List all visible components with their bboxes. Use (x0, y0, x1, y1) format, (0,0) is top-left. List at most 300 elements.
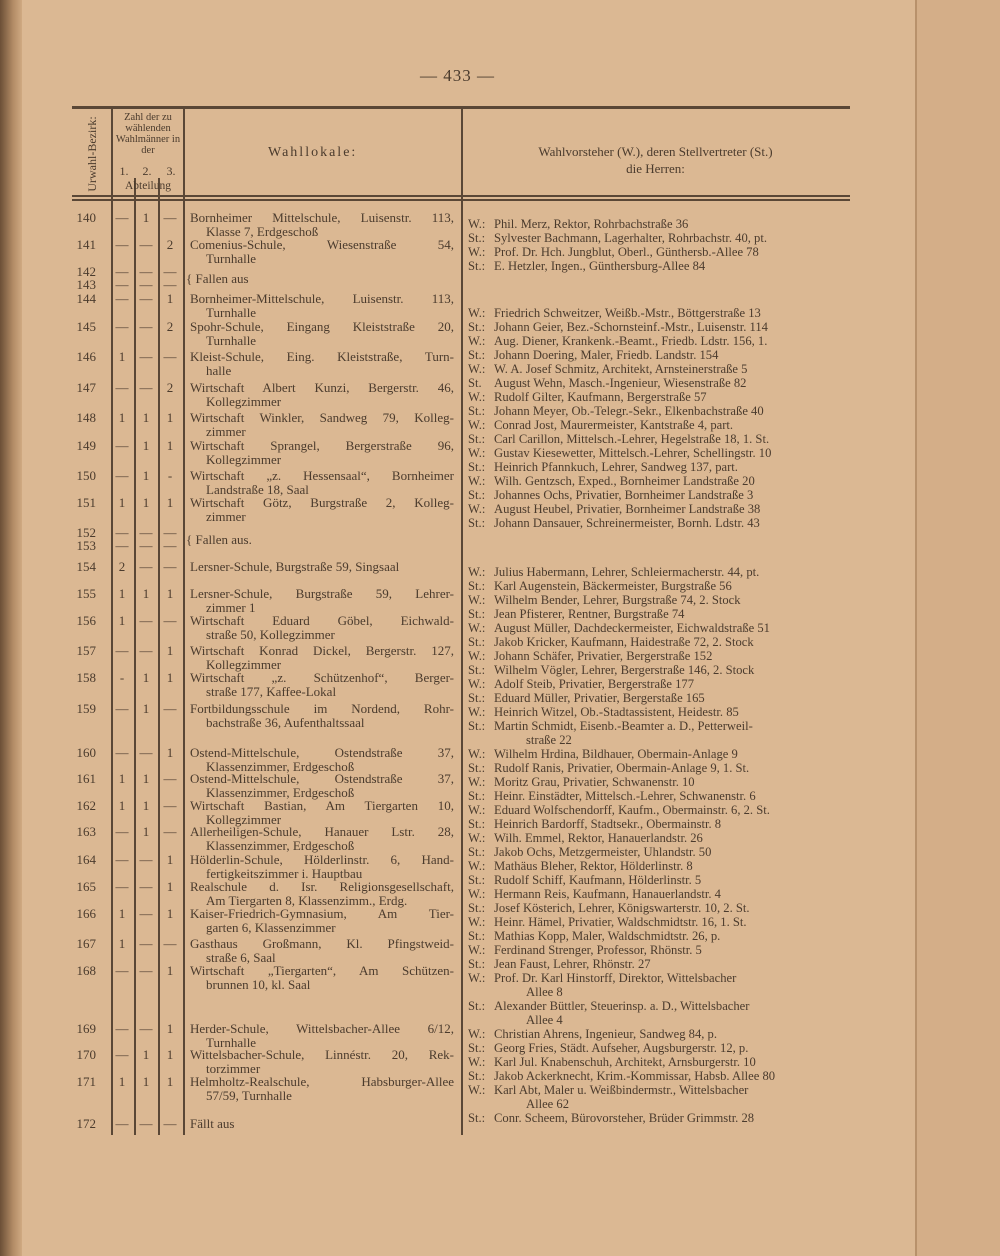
wahlmaenner-count-abt-2: 1 (142, 771, 150, 786)
wahllokal-line: Bornheimer Mittelschule, Luisenstr. 113, (190, 210, 454, 225)
wahlmaenner-count-abt-1: 1 (118, 613, 126, 628)
wahllokal-line: Lersner-Schule, Burgstraße 59, Singsaal (190, 559, 400, 574)
vorsteher-role: St.: (468, 488, 486, 502)
wahllokal (190, 825, 454, 853)
vorsteher-entry (468, 817, 843, 831)
vorsteher-line (468, 705, 843, 719)
vorsteher-role: St.: (468, 999, 486, 1013)
vorsteher-text: Wilh. Gentzsch, Exped., Bornheimer Landstraße 20 (494, 474, 755, 488)
vorsteher-line (468, 635, 843, 649)
vorsteher-role: W.: (468, 565, 486, 579)
wahllokal-line: Turnhalle (206, 1035, 257, 1050)
wahlmaenner-count-abt-3: 1 (166, 291, 174, 306)
vorsteher-role: St.: (468, 957, 486, 971)
vorsteher-entry (468, 376, 843, 390)
wahlmaenner-count-abt-3: 1 (166, 643, 174, 658)
bezirk-number: 161 (76, 771, 96, 786)
wahlmaenner-count-abt-2: 1 (142, 1047, 150, 1062)
vorsteher-role: W.: (468, 1027, 486, 1041)
vorsteher-text: Allee 62 (526, 1097, 570, 1111)
vorsteher-line (468, 390, 843, 404)
vorsteher-entry (468, 929, 843, 943)
vorsteher-role: W.: (468, 915, 486, 929)
wahlmaenner-count-abt-1: — (115, 438, 129, 453)
vorsteher-entry (468, 621, 843, 635)
vorsteher-entry (468, 607, 843, 621)
vorsteher-line (468, 259, 843, 273)
brace-icon: { (186, 271, 196, 286)
wahllokal (190, 238, 454, 266)
wahlmaenner-count-abt-2: 1 (142, 1074, 150, 1089)
vorsteher-line (468, 376, 843, 390)
wahllokal-line: 57/59, Turnhalle (206, 1088, 292, 1103)
vorsteher-role: W.: (468, 887, 486, 901)
vorsteher-line (468, 859, 843, 873)
vorsteher-entry (468, 418, 843, 432)
vorsteher-role: W.: (468, 1055, 486, 1069)
wahlmaenner-count-abt-2: — (139, 538, 153, 553)
wahllokal (190, 211, 454, 239)
wahllokal (190, 644, 454, 672)
vorsteher-text: August Wehn, Masch.-Ingenieur, Wiesenstraße 82 (494, 376, 747, 390)
vorsteher-role: St.: (468, 231, 486, 245)
brace-note (186, 272, 249, 286)
wahllokal-line: Landstraße 18, Saal (206, 482, 309, 497)
vorsteher-role: St.: (468, 348, 486, 362)
wahlmaenner-count-abt-2: 1 (142, 468, 150, 483)
vorsteher-role: W.: (468, 593, 486, 607)
wahllokal-line: Kollegzimmer (206, 657, 282, 672)
vorsteher-entry (468, 579, 843, 593)
wahlmaenner-count-abt-3: 2 (166, 380, 174, 395)
wahllokal-line: garten 6, Klassenzimmer (206, 920, 336, 935)
vorsteher-text: Allee 8 (526, 985, 563, 999)
wahlmaenner-count-abt-2: — (139, 613, 153, 628)
vorsteher-entry (468, 663, 843, 677)
vorsteher-text: Sylvester Bachmann, Lagerhalter, Rohrbachstr. 40, pt. (494, 231, 767, 245)
bezirk-number: 149 (76, 438, 96, 453)
vorsteher-role: St.: (468, 1111, 486, 1125)
wahllokal-line: Turnhalle (206, 305, 257, 320)
wahlmaenner-count-abt-3: — (163, 936, 177, 951)
vorsteher-role: St.: (468, 789, 486, 803)
wahllokal (190, 411, 454, 439)
vorsteher-line (468, 887, 843, 901)
bezirk-number: 153 (76, 538, 96, 553)
wahlmaenner-count-abt-3: 1 (166, 852, 174, 867)
vorsteher-entry (468, 320, 843, 334)
vorsteher-entry (468, 705, 843, 719)
vorsteher-text: Aug. Diener, Krankenk.-Beamt., Friedb. Ldstr. 156, 1. (494, 334, 768, 348)
vorsteher-text: Heinrich Bardorff, Stadtsekr., Obermainstr. 8 (494, 817, 722, 831)
page-number: — 433 — (420, 66, 495, 85)
wahlmaenner-count-abt-1: — (115, 277, 129, 292)
vorsteher-line (468, 733, 843, 747)
bezirk-number: 166 (76, 906, 96, 921)
wahlmaenner-count-abt-2: 1 (142, 824, 150, 839)
vorsteher-line (468, 775, 843, 789)
vorsteher-line (468, 320, 843, 334)
vorsteher-entry (468, 971, 843, 999)
wahllokal-line: Gasthaus Großmann, Kl. Pfingstweid- (190, 936, 454, 951)
wahlmaenner-count-abt-1: — (115, 538, 129, 553)
wahllokal-line: zimmer (206, 509, 246, 524)
vorsteher-text: Heinr. Einstädter, Mittelsch.-Lehrer, Schwanenstr. 6 (494, 789, 756, 803)
vorsteher-line (468, 1027, 843, 1041)
wahllokal-line: Wirtschaft Sprangel, Bergerstraße 96, (190, 438, 454, 453)
wahllokal (190, 1117, 454, 1131)
wahlmaenner-count-abt-2: 1 (142, 210, 150, 225)
vorsteher-text: Ferdinand Strenger, Professor, Rhönstr. 5 (494, 943, 702, 957)
wahlmaenner-count-abt-3: — (163, 210, 177, 225)
vorsteher-entry (468, 775, 843, 789)
vorsteher-role: W.: (468, 217, 486, 231)
vorsteher-role: St.: (468, 320, 486, 334)
vorsteher-role: St.: (468, 761, 486, 775)
wahlmaenner-count-abt-3: 1 (166, 495, 174, 510)
vorsteher-entry (468, 887, 843, 901)
wahlmaenner-count-abt-2: — (139, 906, 153, 921)
header-wahllokale: Wahllokale: (268, 145, 358, 160)
wahlmaenner-count-abt-1: — (115, 1116, 129, 1131)
wahlmaenner-count-abt-1: 1 (118, 410, 126, 425)
wahllokal-line: fertigkeitszimmer i. Hauptbau (206, 866, 363, 881)
wahlmaenner-count-abt-2: — (139, 264, 153, 279)
wahllokal-line: brunnen 10, kl. Saal (206, 977, 311, 992)
wahlmaenner-count-abt-3: — (163, 771, 177, 786)
vorsteher-entry (468, 245, 843, 259)
wahlmaenner-count-abt-3: 1 (166, 1074, 174, 1089)
vorsteher-text: Conr. Scheem, Bürovorsteher, Brüder Grimmstr. 28 (494, 1111, 755, 1125)
wahllokal-line: Wirtschaft Eduard Göbel, Eichwald- (190, 613, 454, 628)
wahllokal-line: Kollegzimmer (206, 452, 282, 467)
wahlmaenner-count-abt-2: — (139, 525, 153, 540)
vorsteher-line (468, 789, 843, 803)
wahlmaenner-count-abt-3: 1 (166, 745, 174, 760)
wahllokal-line: Spohr-Schule, Eingang Kleiststraße 20, (190, 319, 454, 334)
bezirk-number: 162 (76, 798, 96, 813)
vorsteher-line (468, 929, 843, 943)
wahlmaenner-count-abt-1: — (115, 380, 129, 395)
vorsteher-text: Moritz Grau, Privatier, Schwanenstr. 10 (494, 775, 695, 789)
wahllokal-line: Klassenzimmer, Erdgeschoß (206, 785, 355, 800)
brace-note (186, 533, 252, 547)
vorsteher-line (468, 649, 843, 663)
vorsteher-entry (468, 460, 843, 474)
wahlmaenner-count-abt-2: — (139, 291, 153, 306)
vorsteher-line (468, 1055, 843, 1069)
wahllokal (190, 799, 454, 827)
vorsteher-text: Martin Schmidt, Eisenb.-Beamter a. D., Petterweil- (494, 719, 753, 733)
vorsteher-text: Mathäus Bleher, Rektor, Hölderlinstr. 8 (494, 859, 693, 873)
wahllokal (190, 1022, 454, 1050)
wahlmaenner-count-abt-3: 1 (166, 586, 174, 601)
vorsteher-text: Christian Ahrens, Ingenieur, Sandweg 84, p. (494, 1027, 717, 1041)
vorsteher-entry (468, 1069, 843, 1083)
wahlmaenner-count-abt-1: 1 (118, 771, 126, 786)
wahlmaenner-count-abt-2: — (139, 237, 153, 252)
header-abt-1: 1. (119, 164, 129, 178)
wahlmaenner-count-abt-1: — (115, 1047, 129, 1062)
header-bezirk (74, 115, 110, 193)
wahllokal (190, 292, 454, 320)
wahlmaenner-count-abt-3: — (163, 525, 177, 540)
note-text: Fallen aus (195, 271, 249, 286)
vorsteher-line (468, 245, 843, 259)
wahllokal-line: zimmer 1 (206, 600, 256, 615)
vorsteher-entry (468, 404, 843, 418)
vorsteher-entry (468, 306, 843, 320)
bezirk-number: 165 (76, 879, 96, 894)
wahlmaenner-count-abt-3: 1 (166, 1021, 174, 1036)
wahlmaenner-count-abt-2: 1 (142, 495, 150, 510)
vorsteher-text: Johann Doering, Maler, Friedb. Landstr. 154 (494, 348, 719, 362)
header-vorsteher-line2: die Herren: (626, 161, 685, 176)
vorsteher-text: Wilhelm Hrdina, Bildhauer, Obermain-Anlage 9 (494, 747, 738, 761)
wahlmaenner-count-abt-3: 1 (166, 963, 174, 978)
wahlmaenner-count-abt-2: — (139, 559, 153, 574)
wahllokal (190, 587, 454, 615)
vorsteher-line (468, 901, 843, 915)
vorsteher-text: Jean Pfisterer, Rentner, Burgstraße 74 (494, 607, 685, 621)
bezirk-number: 141 (76, 237, 96, 252)
vorsteher-text: Phil. Merz, Rektor, Rohrbachstraße 36 (494, 217, 689, 231)
wahlmaenner-count-abt-1: 1 (118, 495, 126, 510)
vorsteher-entry (468, 859, 843, 873)
vorsteher-role: W.: (468, 705, 486, 719)
wahllokal-line: Wirtschaft „z. Schützenhof“, Berger- (190, 670, 454, 685)
vorsteher-line (468, 1097, 843, 1111)
vorsteher-text: Wilhelm Vögler, Lehrer, Bergerstraße 146, 2. Stock (494, 663, 755, 677)
wahlmaenner-count-abt-3: 1 (166, 906, 174, 921)
vorsteher-role: St.: (468, 579, 486, 593)
vorsteher-role: W.: (468, 474, 486, 488)
vorsteher-entry (468, 999, 843, 1027)
wahlmaenner-count-abt-3: 1 (166, 410, 174, 425)
wahllokal-line: Lersner-Schule, Burgstraße 59, Lehrer- (190, 586, 454, 601)
wahlmaenner-count-abt-3: — (163, 264, 177, 279)
vorsteher-line (468, 593, 843, 607)
bezirk-number: 144 (76, 291, 96, 306)
vorsteher-entry (468, 488, 843, 502)
wahllokal-line: torzimmer (206, 1061, 261, 1076)
wahllokal-line: Turnhalle (206, 333, 257, 348)
header-abteilung: Abteilung (125, 180, 171, 192)
wahllokal-line: Kaiser-Friedrich-Gymnasium, Am Tier- (190, 906, 454, 921)
vorsteher-role: W.: (468, 390, 486, 404)
vorsteher-role: St.: (468, 516, 486, 530)
vorsteher-role: St.: (468, 259, 486, 273)
wahllokal-line: Kleist-Schule, Eing. Kleiststraße, Turn- (190, 349, 454, 364)
bezirk-number: 151 (76, 495, 96, 510)
vorsteher-text: Hermann Reis, Kaufmann, Hanauerlandstr. 4 (494, 887, 721, 901)
bezirk-number: 159 (76, 701, 96, 716)
wahlmaenner-count-abt-1: 1 (118, 1074, 126, 1089)
vorsteher-entry (468, 873, 843, 887)
bezirk-number: 147 (76, 380, 96, 395)
bezirk-number: 163 (76, 824, 96, 839)
vorsteher-line (468, 1083, 843, 1097)
wahlmaenner-count-abt-2: 1 (142, 586, 150, 601)
vorsteher-role: W.: (468, 747, 486, 761)
vorsteher-role: W.: (468, 1083, 486, 1097)
vorsteher-role: St.: (468, 901, 486, 915)
bezirk-number: 157 (76, 643, 96, 658)
wahlmaenner-count-abt-1: — (115, 1021, 129, 1036)
vorsteher-line (468, 306, 843, 320)
wahllokal (190, 702, 454, 730)
vorsteher-line (468, 565, 843, 579)
vorsteher-role: St.: (468, 635, 486, 649)
vorsteher-text: Prof. Dr. Karl Hinstorff, Direktor, Wittelsbacher (494, 971, 737, 985)
vorsteher-entry (468, 217, 843, 231)
header-vorsteher (463, 143, 848, 177)
vorsteher-text: Heinr. Hämel, Privatier, Waldschmidtstr. 16, 1. St. (494, 915, 747, 929)
vorsteher-line (468, 231, 843, 245)
vorsteher-line (468, 488, 843, 502)
wahlmaenner-count-abt-2: — (139, 277, 153, 292)
wahlmaenner-count-abt-3: 1 (166, 1047, 174, 1062)
vorsteher-entry (468, 446, 843, 460)
vorsteher-text: Gustav Kiesewetter, Mittelsch.-Lehrer, Schellingstr. 10 (494, 446, 772, 460)
wahllokal-line: Klasse 7, Erdgeschoß (206, 224, 319, 239)
vorsteher-line (468, 579, 843, 593)
vorsteher-line (468, 432, 843, 446)
bezirk-number: 164 (76, 852, 96, 867)
wahllokal-line: Bornheimer-Mittelschule, Luisenstr. 113, (190, 291, 454, 306)
vorsteher-text: straße 22 (526, 733, 572, 747)
wahlmaenner-count-abt-3: — (163, 277, 177, 292)
vorsteher-line (468, 418, 843, 432)
vorsteher-entry (468, 719, 843, 747)
wahlmaenner-count-abt-2: 1 (142, 701, 150, 716)
wahlmaenner-count-abt-2: 1 (142, 410, 150, 425)
vorsteher-line (468, 719, 843, 733)
wahlmaenner-count-abt-1: 2 (118, 559, 126, 574)
vorsteher-entry (468, 1041, 843, 1055)
bezirk-number: 145 (76, 319, 96, 334)
wahlmaenner-count-abt-3: — (163, 559, 177, 574)
bezirk-number: 171 (76, 1074, 96, 1089)
vorsteher-text: Josef Kösterich, Lehrer, Königswarterstr. 10, 2. St. (494, 901, 750, 915)
wahlmaenner-count-abt-3: — (163, 538, 177, 553)
wahllokal-line: Ostend-Mittelschule, Ostendstraße 37, (190, 745, 454, 760)
bezirk-number: 156 (76, 613, 96, 628)
wahlmaenner-count-abt-1: 1 (118, 586, 126, 601)
vorsteher-entry (468, 259, 843, 273)
vorsteher-entry (468, 789, 843, 803)
wahllokal-line: Klassenzimmer, Erdgeschoß (206, 838, 355, 853)
bezirk-number: 172 (76, 1116, 96, 1131)
vorsteher-role: W.: (468, 649, 486, 663)
wahlmaenner-count-abt-3: 1 (166, 879, 174, 894)
vorsteher-text: Jakob Ochs, Metzgermeister, Uhlandstr. 50 (494, 845, 712, 859)
vorsteher-entry (468, 831, 843, 845)
vorsteher-role: W.: (468, 502, 486, 516)
vorsteher-line (468, 943, 843, 957)
vorsteher-role: St.: (468, 719, 486, 733)
vorsteher-line (468, 516, 843, 530)
bezirk-number: 167 (76, 936, 96, 951)
wahllokal-line: Am Tiergarten 8, Klassenzimm., Erdg. (206, 893, 408, 908)
vorsteher-line (468, 1041, 843, 1055)
next-page-edge (915, 0, 1000, 1256)
vorsteher-line (468, 663, 843, 677)
vorsteher-line (468, 474, 843, 488)
vorsteher-entry (468, 502, 843, 516)
col-divider (461, 109, 463, 1135)
vorsteher-line (468, 999, 843, 1013)
bezirk-number: 158 (76, 670, 96, 685)
wahlmaenner-count-abt-2: 1 (142, 438, 150, 453)
vorsteher-text: Johann Geier, Bez.-Schornsteinf.-Mstr., Luisenstr. 114 (494, 320, 768, 334)
wahlmaenner-count-abt-3: — (163, 798, 177, 813)
bezirk-number: 143 (76, 277, 96, 292)
wahllokal (190, 350, 454, 378)
vorsteher-role: W.: (468, 775, 486, 789)
wahlmaenner-count-abt-1: 1 (118, 936, 126, 951)
wahllokal (190, 469, 454, 497)
wahllokal-line: Turnhalle (206, 251, 257, 266)
wahlmaenner-count-abt-2: — (139, 1116, 153, 1131)
wahllokal-line: Hölderlin-Schule, Hölderlinstr. 6, Hand- (190, 852, 454, 867)
vorsteher-role: W.: (468, 418, 486, 432)
wahlmaenner-count-abt-2: — (139, 745, 153, 760)
vorsteher-role: W.: (468, 831, 486, 845)
wahlmaenner-count-abt-1: — (115, 210, 129, 225)
wahllokal (190, 1048, 454, 1076)
wahlmaenner-count-abt-3: 1 (166, 670, 174, 685)
wahllokal-line: Wirtschaft Götz, Burgstraße 2, Kolleg- (190, 495, 454, 510)
vorsteher-line (468, 957, 843, 971)
vorsteher-entry (468, 348, 843, 362)
vorsteher-role: W.: (468, 362, 486, 376)
wahlmaenner-count-abt-3: - (167, 468, 173, 483)
vorsteher-entry (468, 593, 843, 607)
wahllokal-line: Wirtschaft Konrad Dickel, Bergerstr. 127, (190, 643, 454, 658)
wahllokal-line: Wirtschaft Bastian, Am Tiergarten 10, (190, 798, 454, 813)
wahlmaenner-count-abt-3: — (163, 613, 177, 628)
vorsteher-text: August Heubel, Privatier, Bornheimer Landstraße 38 (494, 502, 761, 516)
vorsteher-role: St. (468, 376, 482, 390)
vorsteher-entry (468, 901, 843, 915)
vorsteher-text: Allee 4 (526, 1013, 563, 1027)
vorsteher-entry (468, 390, 843, 404)
wahlmaenner-count-abt-2: — (139, 319, 153, 334)
wahllokal (190, 614, 454, 642)
vorsteher-line (468, 1111, 843, 1125)
wahlmaenner-count-abt-3: — (163, 349, 177, 364)
vorsteher-text: Karl Jul. Knabenschuh, Architekt, Arnsburgerstr. 10 (494, 1055, 756, 1069)
vorsteher-role: St.: (468, 873, 486, 887)
vorsteher-text: Jean Faust, Lehrer, Rhönstr. 27 (494, 957, 651, 971)
vorsteher-text: Rudolf Gilter, Kaufmann, Bergerstraße 57 (494, 390, 707, 404)
wahllokal-line: straße 177, Kaffee-Lokal (206, 684, 337, 699)
bezirk-number: 154 (76, 559, 96, 574)
header-vorsteher-line1: Wahlvorsteher (W.), deren Stellvertreter (St.) (538, 144, 773, 159)
vorsteher-entry (468, 474, 843, 488)
note-text: Fallen aus. (195, 532, 252, 547)
vorsteher-role: W.: (468, 803, 486, 817)
vorsteher-entry (468, 1055, 843, 1069)
vorsteher-role: W.: (468, 245, 486, 259)
wahlmaenner-count-abt-3: 1 (166, 438, 174, 453)
vorsteher-line (468, 845, 843, 859)
wahllokal-line: Ostend-Mittelschule, Ostendstraße 37, (190, 771, 454, 786)
vorsteher-entry (468, 803, 843, 817)
vorsteher-line (468, 348, 843, 362)
wahllokal (190, 772, 454, 800)
